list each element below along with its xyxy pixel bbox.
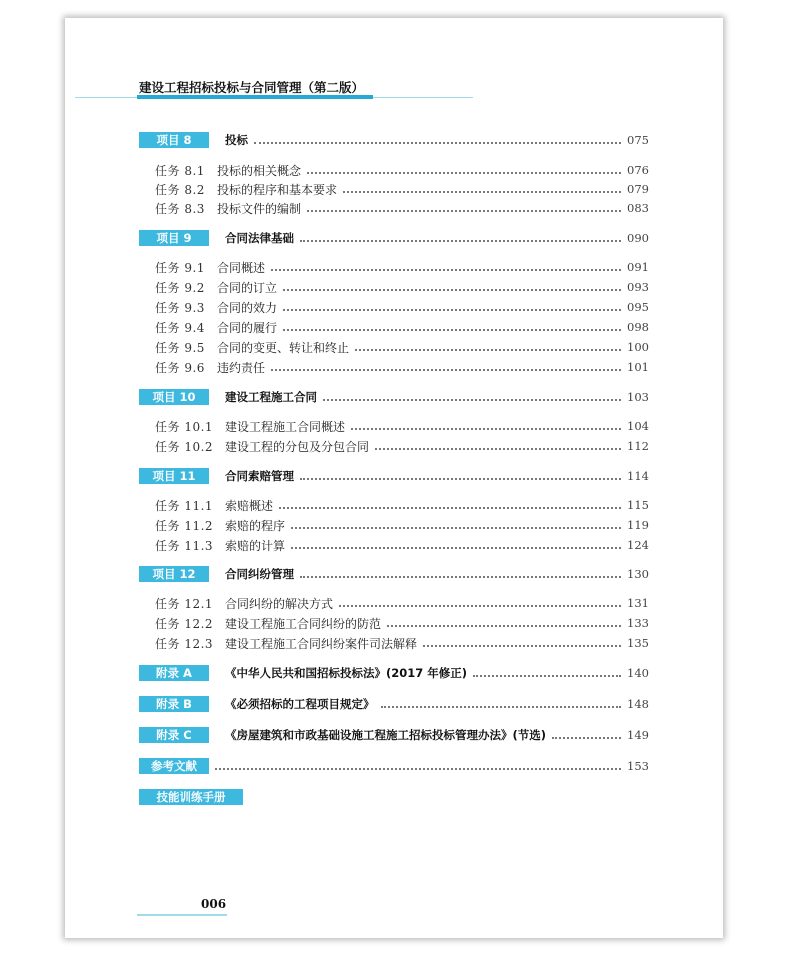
task-title: 索赔的程序 [225,518,286,533]
page-ref: 100 [627,340,649,354]
dot-leader [254,142,621,144]
section-badge: 项目 8 [139,132,209,148]
dot-leader [387,625,621,627]
task-number: 任务 9.6 [155,360,205,375]
section-badge: 附录 C [139,727,209,743]
section-badge: 项目 10 [139,389,209,405]
task-title: 合同的效力 [217,300,278,315]
page-ref: 103 [627,390,649,404]
dot-leader [351,428,621,430]
task-title: 建设工程施工合同纠纷的防范 [225,616,382,631]
dot-leader [291,527,621,529]
toc-entry[interactable] [139,467,649,485]
dot-leader [339,605,621,607]
task-number: 任务 8.3 [155,201,205,216]
task-number: 任务 11.1 [155,498,214,513]
section-title: 《必须招标的工程项目规定》 [225,697,375,711]
page-ref: 148 [627,697,649,711]
task-title: 合同纠纷的解决方式 [225,596,334,611]
toc-entry[interactable] [155,536,649,554]
toc-entry[interactable] [155,516,649,534]
task-title: 建设工程施工合同纠纷案件司法解释 [225,636,418,651]
toc-entry[interactable] [155,298,649,316]
toc-entry[interactable] [155,496,649,514]
page-ref: 140 [627,666,649,680]
page-ref: 112 [627,439,649,453]
toc-entry[interactable] [139,565,649,583]
dot-leader [307,172,621,174]
page-ref: 098 [627,320,649,334]
page-ref: 095 [627,300,649,314]
task-title: 索赔概述 [225,498,274,513]
page-ref: 093 [627,280,649,294]
task-title: 合同概述 [217,260,266,275]
task-number: 任务 9.1 [155,260,205,275]
dot-leader [473,675,621,677]
task-number: 任务 12.3 [155,636,214,651]
task-number: 任务 9.5 [155,340,205,355]
dot-leader [375,448,621,450]
toc-entry[interactable] [155,614,649,632]
page-ref: 091 [627,260,649,274]
task-number: 任务 10.2 [155,439,214,454]
section-title: 合同索赔管理 [225,469,294,483]
toc-entry[interactable] [155,180,649,198]
task-title: 建设工程施工合同概述 [225,419,346,434]
dot-leader [300,478,621,480]
page-ref: 149 [627,728,649,742]
task-title: 合同的履行 [217,320,278,335]
toc-entry[interactable] [139,726,649,744]
section-title: 《房屋建筑和市政基础设施工程施工招标投标管理办法》(节选) [225,728,547,742]
page-ref: 130 [627,567,649,581]
task-title: 合同的变更、转让和终止 [217,340,350,355]
toc-entry[interactable] [155,199,649,217]
section-badge: 项目 11 [139,468,209,484]
toc-entry[interactable] [155,594,649,612]
dot-leader [423,645,621,647]
section-badge: 项目 9 [139,230,209,246]
footer-rule [137,914,227,916]
toc-entry[interactable] [155,278,649,296]
page-ref: 135 [627,636,649,650]
dot-leader [271,269,621,271]
section-badge: 项目 12 [139,566,209,582]
toc-entry[interactable] [155,258,649,276]
toc-entry[interactable] [139,388,649,406]
dot-leader [307,210,621,212]
dot-leader [300,576,621,578]
task-number: 任务 10.1 [155,419,214,434]
task-number: 任务 11.2 [155,518,214,533]
page-ref: 076 [627,163,649,177]
page-ref: 090 [627,231,649,245]
task-title: 投标文件的编制 [217,201,302,216]
page-ref: 083 [627,201,649,215]
toc-entry[interactable] [139,664,649,682]
toc-entry[interactable] [139,131,649,149]
task-number: 任务 9.3 [155,300,205,315]
toc-entry[interactable] [155,358,649,376]
dot-leader [215,768,621,770]
toc-entry[interactable] [139,788,649,806]
toc-entry[interactable] [155,417,649,435]
task-number: 任务 8.2 [155,182,205,197]
page-ref: 104 [627,419,649,433]
toc-entry[interactable] [139,229,649,247]
dot-leader [291,547,621,549]
section-badge: 附录 A [139,665,209,681]
page-ref: 124 [627,538,649,552]
dot-leader [355,349,621,351]
page-ref: 101 [627,360,649,374]
page-ref: 114 [627,469,649,483]
dot-leader [283,289,621,291]
task-title: 投标的相关概念 [217,163,302,178]
page-ref: 079 [627,182,649,196]
dot-leader [323,399,621,401]
toc-entry[interactable] [155,437,649,455]
page-ref: 115 [627,498,649,512]
dot-leader [552,737,621,739]
toc-entry[interactable] [155,338,649,356]
task-number: 任务 9.4 [155,320,205,335]
page-number: 006 [201,897,227,911]
section-badge: 附录 B [139,696,209,712]
page-ref: 119 [627,518,649,532]
toc-entry[interactable] [155,318,649,336]
toc-entry[interactable] [155,634,649,652]
task-title: 合同的订立 [217,280,278,295]
header-accent-bar [137,95,373,99]
book-page [65,18,723,938]
dot-leader [343,191,621,193]
toc-entry[interactable] [139,757,649,775]
page-ref: 133 [627,616,649,630]
section-title: 《中华人民共和国招标投标法》(2017 年修正) [225,666,468,680]
dot-leader [271,369,621,371]
task-title: 违约责任 [217,360,266,375]
section-title: 合同法律基础 [225,231,294,245]
task-title: 建设工程的分包及分包合同 [225,439,370,454]
section-badge: 技能训练手册 [139,789,243,805]
toc-entry[interactable] [139,695,649,713]
running-header: 建设工程招标投标与合同管理（第二版） [139,80,365,95]
dot-leader [300,240,621,242]
task-number: 任务 8.1 [155,163,205,178]
section-title: 投标 [225,133,248,147]
page-ref: 153 [627,759,649,773]
dot-leader [381,706,622,708]
dot-leader [283,329,621,331]
toc-entry[interactable] [155,161,649,179]
task-number: 任务 9.2 [155,280,205,295]
dot-leader [283,309,621,311]
section-title: 合同纠纷管理 [225,567,294,581]
section-title: 建设工程施工合同 [225,390,317,404]
task-title: 投标的程序和基本要求 [217,182,338,197]
page-ref: 131 [627,596,649,610]
task-title: 索赔的计算 [225,538,286,553]
task-number: 任务 12.1 [155,596,214,611]
section-badge: 参考文献 [139,758,209,774]
task-number: 任务 12.2 [155,616,214,631]
page-ref: 075 [627,133,649,147]
dot-leader [279,507,621,509]
task-number: 任务 11.3 [155,538,214,553]
